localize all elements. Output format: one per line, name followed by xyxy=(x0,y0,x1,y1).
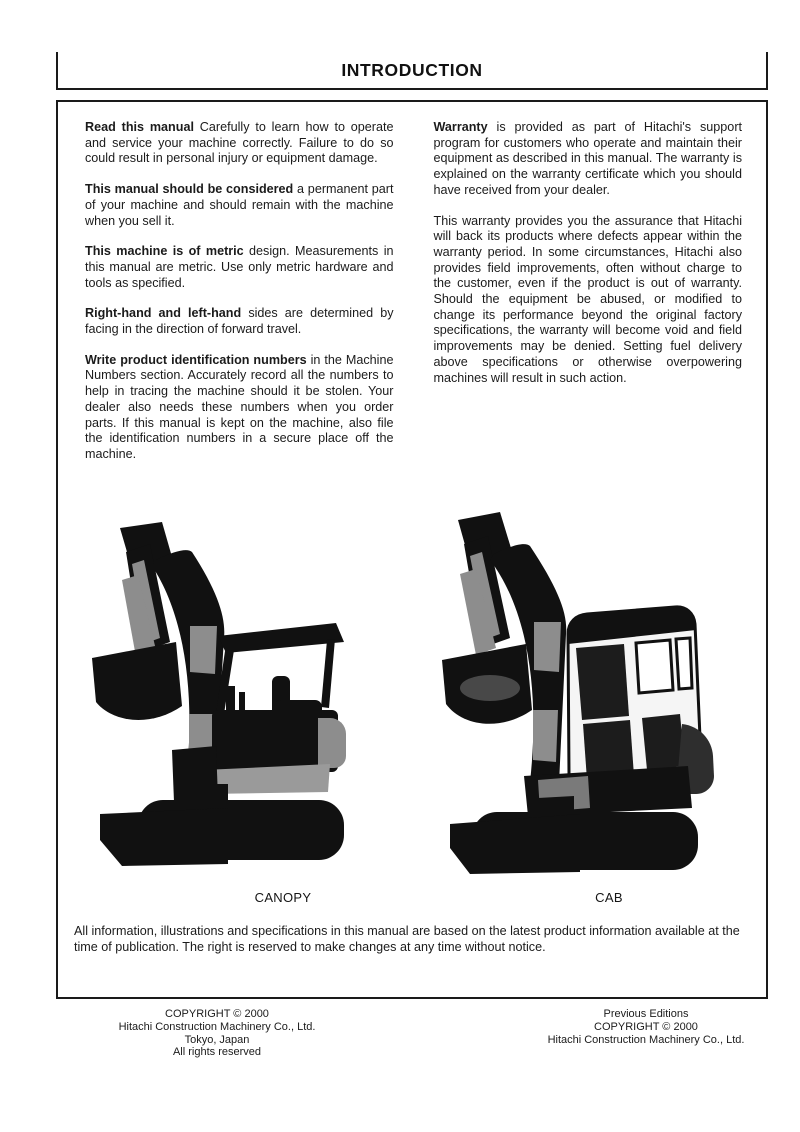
publication-notice: All information, illustrations and specifications in this manual are based on the latest product information available at the time of publication. The right is reserved to make changes at any time without notice. xyxy=(74,923,740,955)
figures-row xyxy=(70,512,754,905)
page-footer xyxy=(56,1008,768,1078)
paragraph-text: sides are determined by facing in the direction of forward travel. xyxy=(85,306,394,337)
paragraph-metric-design xyxy=(85,244,394,291)
canopy-excavator-illustration xyxy=(76,522,406,882)
exhaust-stack xyxy=(226,686,245,710)
figure-label-cab: CAB xyxy=(595,889,623,905)
intro-box xyxy=(56,100,768,999)
footer-copyright-right xyxy=(526,1008,766,1046)
footer-copyright-left xyxy=(92,1008,342,1059)
footer-line: Hitachi Construction Machinery Co., Ltd. xyxy=(547,1033,745,1046)
paragraph-lead: This manual should be considered xyxy=(85,182,294,197)
paragraph-lead: This machine is of metric xyxy=(85,244,244,259)
footer-line: All rights reserved xyxy=(172,1046,262,1059)
paragraph-identification-numbers xyxy=(85,353,394,463)
paragraph-lead: Write product identification numbers xyxy=(85,352,307,367)
paragraph-lead: Right-hand and left-hand xyxy=(85,306,242,321)
paragraph-text: in the Machine Numbers section. Accurately record all the numbers to help in tracing the machine should it be stolen. Your dealer also needs these numbers when you order parts. If this manual is kept on the machine, also file the identification numbers in a secure place off the machine. xyxy=(85,352,394,461)
dozer-blade xyxy=(100,808,228,866)
page-title: INTRODUCTION xyxy=(341,59,483,80)
paragraph-read-this-manual xyxy=(85,120,394,167)
side-window xyxy=(636,640,673,693)
rear-side-window xyxy=(676,638,692,689)
paragraph-manual-considered xyxy=(85,182,394,229)
paragraph-warranty xyxy=(434,120,743,199)
windshield xyxy=(576,644,629,720)
cab-excavator-illustration xyxy=(418,512,748,882)
paragraph-text: is provided as part of Hitachi's support program for customers who operate and maintain their equipment as described in this manual. The warranty is explained on the warranty certificate which you should have received from your dealer. xyxy=(433,120,743,197)
paragraph-warranty-assurance xyxy=(434,214,743,387)
paragraph-text: This warranty provides you the assurance that Hitachi will back its products where defects appear within the warranty period. In some circumstances, Hitachi also provides field improvements, often without charge to the customer, even if the product is out of warranty. Should the equipment be abused, or modified to change its performance beyond the original factory specifications, the warranty will become void and field improvements may be denied. Setting fuel delivery above specifications or otherwise overpowering machines will result in such action. xyxy=(433,213,742,385)
footer-line: Tokyo, Japan xyxy=(184,1033,250,1046)
paragraph-right-left-hand xyxy=(85,306,394,337)
dozer-blade xyxy=(450,814,580,874)
left-column xyxy=(85,120,394,478)
paragraph-text: design. Measurements in this manual are metric. Use only metric hardware and tools as specified. xyxy=(85,244,394,290)
footer-line: Previous Editions xyxy=(603,1008,689,1020)
figure-label-canopy: CANOPY xyxy=(254,889,312,905)
excavator-bucket xyxy=(92,642,182,720)
canopy-figure xyxy=(70,522,412,905)
counterweight xyxy=(318,718,346,768)
footer-line: Hitachi Construction Machinery Co., Ltd. xyxy=(118,1020,316,1033)
cab-figure xyxy=(412,512,754,905)
right-column xyxy=(434,120,743,478)
paragraph-text: Carefully to learn how to operate and service your machine correctly. Failure to do so could result in personal injury or equipment damage. xyxy=(85,120,394,166)
paragraph-text: a permanent part of your machine and should remain with the machine when you sell it. xyxy=(85,182,394,228)
footer-line: COPYRIGHT © 2000 xyxy=(165,1008,269,1020)
paragraph-lead: Warranty xyxy=(433,120,488,134)
text-columns xyxy=(85,120,742,478)
paragraph-lead: Read this manual xyxy=(85,120,194,134)
title-band xyxy=(56,52,768,90)
footer-line: COPYRIGHT © 2000 xyxy=(594,1020,698,1033)
